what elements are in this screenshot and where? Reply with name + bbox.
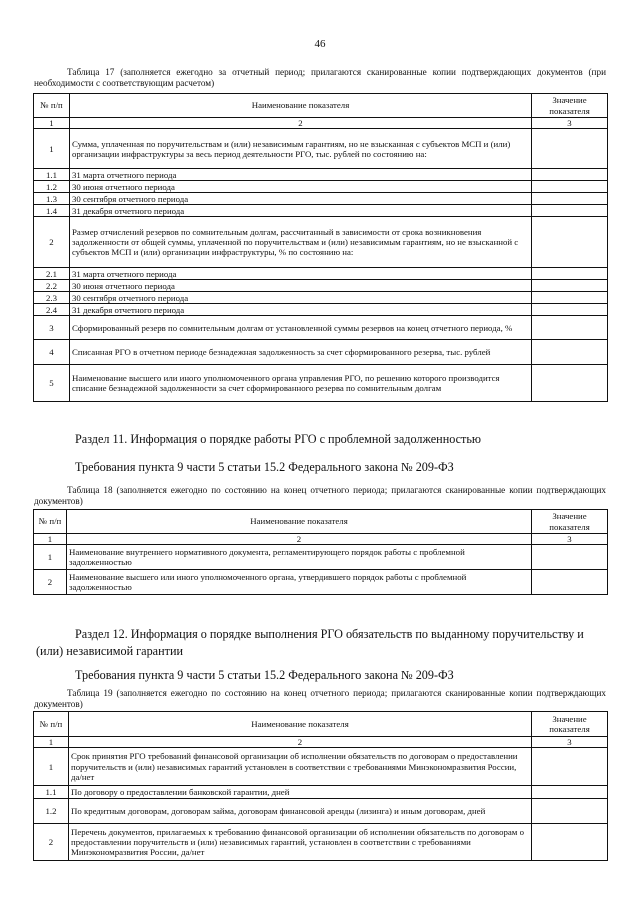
row-num: 1.2 (34, 799, 69, 824)
table-row (34, 316, 608, 340)
page-number: 46 (314, 38, 326, 50)
table-17 (33, 93, 608, 402)
row-value-cell[interactable] (532, 169, 608, 181)
table-row (34, 181, 608, 193)
row-value-cell[interactable] (532, 205, 608, 217)
row-num: 2.3 (34, 292, 70, 304)
row-name: Срок принятия РГО требований финансовой организации об исполнении обязательств по договорам о предоставлении поручительств и (или) независимых гарантий установлен в соответствии с требованиями Минэкономразвития России, да/нет (69, 748, 532, 786)
table-row (34, 268, 608, 280)
row-value-cell[interactable] (532, 181, 608, 193)
table-row (34, 545, 608, 570)
row-value-cell[interactable] (532, 292, 608, 304)
table-18-caption: Таблица 18 (заполняется ежегодно по состоянию на конец отчетного периода; прилагаются сканированные копии подтверждающих документов) (34, 485, 606, 506)
table-row (34, 824, 608, 861)
col-index-1: 1 (34, 534, 67, 545)
section-12-requirement: Требования пункта 9 части 5 статьи 15.2 Федерального закона № 209-ФЗ (75, 668, 454, 682)
row-name: Наименование высшего или иного уполномоченного органа, утвердившего порядок работы с проблемной задолженностью (67, 570, 532, 595)
row-num: 2 (34, 570, 67, 595)
row-num: 1.2 (34, 181, 70, 193)
table-header-row (34, 510, 608, 534)
col-index-1: 1 (34, 737, 69, 748)
column-index-row (34, 118, 608, 129)
row-name: Списанная РГО в отчетном периоде безнадежная задолженность за счет сформированного резерва, тыс. рублей (70, 340, 532, 365)
table-row (34, 169, 608, 181)
table-row (34, 205, 608, 217)
table-row (34, 292, 608, 304)
col-header-name: Наименование показателя (69, 712, 532, 737)
row-num: 2 (34, 217, 70, 268)
row-value-cell[interactable] (532, 304, 608, 316)
table-row (34, 217, 608, 268)
table-row (34, 304, 608, 316)
table-row (34, 280, 608, 292)
row-num: 2.2 (34, 280, 70, 292)
row-name: 31 декабря отчетного периода (70, 304, 532, 316)
row-value-cell[interactable] (532, 316, 608, 340)
section-11-requirement: Требования пункта 9 части 5 статьи 15.2 Федерального закона № 209-ФЗ (75, 460, 454, 474)
table-row (34, 129, 608, 169)
col-header-num: № п/п (34, 712, 69, 737)
row-num: 2.1 (34, 268, 70, 280)
col-index-3: 3 (532, 737, 608, 748)
table-row (34, 748, 608, 786)
table-row (34, 570, 608, 595)
row-name: Наименование высшего или иного уполномоченного органа управления РГО, по решению которого производится списание безнадежной задолженности за счет сформированного резерва по сомнительным долгам (70, 365, 532, 402)
section-12-title: Раздел 12. Информация о порядке выполнения РГО обязательств по выданному поручительству и (или) независимой гарантии (36, 627, 584, 658)
row-name: 30 июня отчетного периода (70, 181, 532, 193)
row-num: 2.4 (34, 304, 70, 316)
table-19-caption: Таблица 19 (заполняется ежегодно по состоянию на конец отчетного периода; прилагаются сканированные копии подтверждающих документов) (34, 688, 606, 709)
row-value-cell[interactable] (532, 340, 608, 365)
row-value-cell[interactable] (532, 217, 608, 268)
row-name: 31 марта отчетного периода (70, 169, 532, 181)
row-name: По кредитным договорам, договорам займа, договорам финансовой аренды (лизинга) и иным договорам, дней (69, 799, 532, 824)
col-index-3: 3 (532, 534, 608, 545)
col-index-2: 2 (69, 737, 532, 748)
row-value-cell[interactable] (532, 268, 608, 280)
row-value-cell[interactable] (532, 786, 608, 799)
col-header-value: Значение показателя (532, 94, 608, 118)
table-row (34, 799, 608, 824)
row-num: 1.1 (34, 786, 69, 799)
row-value-cell[interactable] (532, 824, 608, 861)
col-header-name: Наименование показателя (67, 510, 532, 534)
row-value-cell[interactable] (532, 799, 608, 824)
row-value-cell[interactable] (532, 365, 608, 402)
table-row (34, 365, 608, 402)
row-name: Сформированный резерв по сомнительным долгам от установленной суммы резервов на конец отчетного периода, % (70, 316, 532, 340)
row-num: 4 (34, 340, 70, 365)
table-19 (33, 711, 608, 861)
row-name: Размер отчислений резервов по сомнительным долгам, рассчитанный в зависимости от срока возникновения задолженности от общей суммы, уплаченной по поручительствам и (или) независимым гарантиям, но не взысканной с субъектов МСП и (или) организации инфраструктуры, % по состоянию на: (70, 217, 532, 268)
table-row (34, 193, 608, 205)
row-value-cell[interactable] (532, 129, 608, 169)
row-num: 1.3 (34, 193, 70, 205)
row-value-cell[interactable] (532, 280, 608, 292)
row-name: По договору о предоставлении банковской гарантии, дней (69, 786, 532, 799)
col-header-name: Наименование показателя (70, 94, 532, 118)
section-11-title: Раздел 11. Информация о порядке работы РГО с проблемной задолженностью (75, 432, 482, 446)
col-header-num: № п/п (34, 510, 67, 534)
col-header-num: № п/п (34, 94, 70, 118)
table-header-row (34, 94, 608, 118)
col-index-3: 3 (532, 118, 608, 129)
row-value-cell[interactable] (532, 545, 608, 570)
row-name: 31 декабря отчетного периода (70, 205, 532, 217)
table-17-caption: Таблица 17 (заполняется ежегодно за отчетный период; прилагаются сканированные копии подтверждающих документов (при необходимости с соответствующим расчетом) (34, 67, 606, 88)
column-index-row (34, 534, 608, 545)
row-num: 1 (34, 748, 69, 786)
row-value-cell[interactable] (532, 748, 608, 786)
row-num: 3 (34, 316, 70, 340)
table-header-row (34, 712, 608, 737)
col-header-value: Значение показателя (532, 510, 608, 534)
row-num: 1.4 (34, 205, 70, 217)
col-index-2: 2 (67, 534, 532, 545)
row-num: 2 (34, 824, 69, 861)
row-num: 1.1 (34, 169, 70, 181)
row-name: 30 сентября отчетного периода (70, 292, 532, 304)
col-header-value: Значение показателя (532, 712, 608, 737)
row-num: 1 (34, 129, 70, 169)
table-row (34, 340, 608, 365)
column-index-row (34, 737, 608, 748)
col-index-1: 1 (34, 118, 70, 129)
row-name: 30 июня отчетного периода (70, 280, 532, 292)
row-name: Наименование внутреннего нормативного документа, регламентирующего порядок работы с проблемной задолженностью (67, 545, 532, 570)
row-name: 30 сентября отчетного периода (70, 193, 532, 205)
row-name: 31 марта отчетного периода (70, 268, 532, 280)
row-value-cell[interactable] (532, 570, 608, 595)
row-name: Перечень документов, прилагаемых к требованию финансовой организации об исполнении обязательств по договорам о предоставлении поручительств и (или) независимых гарантий, установлен в соответствии с требованиями Минэкономразвития России, да/нет (69, 824, 532, 861)
table-row (34, 786, 608, 799)
row-num: 1 (34, 545, 67, 570)
table-18 (33, 509, 608, 595)
row-value-cell[interactable] (532, 193, 608, 205)
row-name: Сумма, уплаченная по поручительствам и (или) независимым гарантиям, но не взысканная с субъектов МСП и (или) организации инфраструктуры за весь период деятельности РГО, тыс. рублей по состоянию на: (70, 129, 532, 169)
col-index-2: 2 (70, 118, 532, 129)
row-num: 5 (34, 365, 70, 402)
